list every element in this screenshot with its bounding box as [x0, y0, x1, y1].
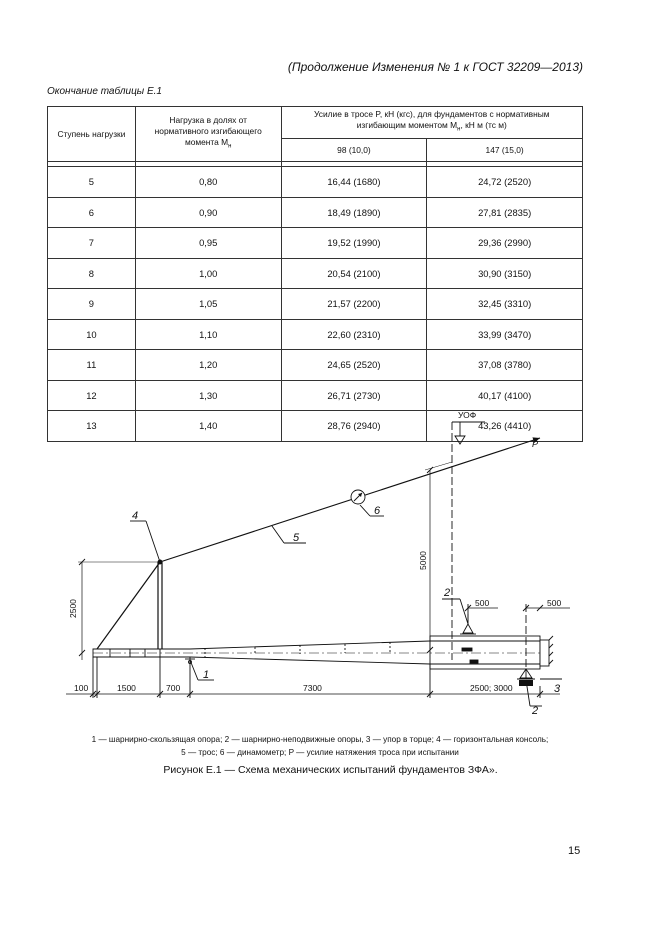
dimension-7300: 7300	[303, 683, 322, 693]
cell-f147: 24,72 (2520)	[427, 167, 583, 198]
header-load-text: Нагрузка в долях от нормативного изгибающего момента M	[154, 115, 262, 148]
label-1: 1	[203, 669, 210, 681]
cell-load: 1,00	[135, 258, 281, 289]
table-row	[48, 319, 583, 350]
cell-stage: 5	[48, 167, 136, 198]
cell-load: 1,05	[135, 289, 281, 320]
table-row	[48, 228, 583, 259]
label-5: 5	[293, 532, 300, 544]
label-p: P	[532, 439, 539, 449]
load-table	[47, 106, 583, 442]
table-row	[48, 197, 583, 228]
cell-f147: 43,26 (4410)	[427, 411, 583, 442]
figure-legend	[40, 733, 600, 759]
dimension-2500-3000: 2500; 3000	[470, 683, 513, 693]
cell-stage: 13	[48, 411, 136, 442]
cell-f147: 33,99 (3470)	[427, 319, 583, 350]
cell-f98: 24,65 (2520)	[281, 350, 427, 381]
test-scheme-diagram	[0, 400, 661, 725]
cell-load: 0,90	[135, 197, 281, 228]
cell-f147: 30,90 (3150)	[427, 258, 583, 289]
dynamometer-icon	[351, 490, 365, 504]
cell-load: 0,80	[135, 167, 281, 198]
label-uof: УОФ	[458, 410, 477, 420]
cell-stage: 6	[48, 197, 136, 228]
header-load	[135, 107, 281, 162]
header-98: 98 (10,0)	[281, 139, 427, 162]
cell-load: 1,40	[135, 411, 281, 442]
cell-load: 0,95	[135, 228, 281, 259]
cell-f98: 20,54 (2100)	[281, 258, 427, 289]
header-force	[281, 107, 582, 139]
label-2-bottom: 2	[532, 705, 539, 717]
cell-load: 1,20	[135, 350, 281, 381]
table-caption: Окончание таблицы Е.1	[47, 86, 162, 97]
cell-f147: 40,17 (4100)	[427, 380, 583, 411]
figure-caption: Рисунок Е.1 — Схема механических испытаний фундаментов ЗФА».	[163, 764, 498, 776]
cell-f98: 22,60 (2310)	[281, 319, 427, 350]
cell-f98: 21,57 (2200)	[281, 289, 427, 320]
table-row	[48, 350, 583, 381]
cell-load: 1,10	[135, 319, 281, 350]
dimension-5000-label: 5000	[418, 551, 428, 570]
legend-line-2: 5 — трос; 6 — динамометр; P — усилие натяжения троса при испытании	[181, 748, 459, 757]
dimension-2500-label: 2500	[68, 599, 78, 618]
table-row	[48, 167, 583, 198]
table-row	[48, 258, 583, 289]
cell-f98: 28,76 (2940)	[281, 411, 427, 442]
header-147: 147 (15,0)	[427, 139, 583, 162]
end-stop	[519, 636, 562, 686]
legend-line-1: 1 — шарнирно-скользящая опора; 2 — шарнирно-неподвижные опоры, 3 — упор в торце; 4 — горизонтальная консоль;	[91, 735, 549, 744]
cell-stage: 9	[48, 289, 136, 320]
page-number: 15	[568, 845, 581, 857]
dimension-1500: 1500	[117, 683, 136, 693]
label-4: 4	[132, 510, 139, 522]
horizontal-console	[97, 560, 162, 649]
cell-f98: 19,52 (1990)	[281, 228, 427, 259]
dimension-100: 100	[74, 683, 89, 693]
cell-stage: 11	[48, 350, 136, 381]
header-force-sub: н	[457, 126, 461, 133]
dimension-2500-vertical	[78, 559, 160, 660]
cell-f147: 29,36 (2990)	[427, 228, 583, 259]
cell-f147: 32,45 (3310)	[427, 289, 583, 320]
cell-stage: 8	[48, 258, 136, 289]
header-load-sub: н	[228, 143, 232, 150]
cell-stage: 7	[48, 228, 136, 259]
cell-f98: 26,71 (2730)	[281, 380, 427, 411]
dimension-700: 700	[166, 683, 181, 693]
cell-f98: 16,44 (1680)	[281, 167, 427, 198]
header-force-text-a: Усилие в тросе P, кН (кгс), для фундаментов с нормативным изгибающим моментом M	[314, 109, 550, 131]
cell-stage: 12	[48, 380, 136, 411]
dimension-5000	[425, 462, 452, 653]
dimension-500-a: 500	[475, 598, 490, 608]
cell-f98: 18,49 (1890)	[281, 197, 427, 228]
cell-f147: 27,81 (2835)	[427, 197, 583, 228]
label-6: 6	[374, 505, 381, 517]
header-stage: Ступень нагрузки	[48, 107, 136, 162]
label-2-top: 2	[444, 587, 451, 599]
label-3: 3	[554, 683, 561, 695]
cell-stage: 10	[48, 319, 136, 350]
cell-load: 1,30	[135, 380, 281, 411]
cable-line	[160, 438, 540, 562]
dimension-500-b: 500	[547, 598, 562, 608]
table-row	[48, 289, 583, 320]
document-header: (Продолжение Изменения № 1 к ГОСТ 32209—2013)	[287, 60, 583, 74]
header-force-text-b: , кН м (тс м)	[460, 120, 507, 131]
cell-f147: 37,08 (3780)	[427, 350, 583, 381]
